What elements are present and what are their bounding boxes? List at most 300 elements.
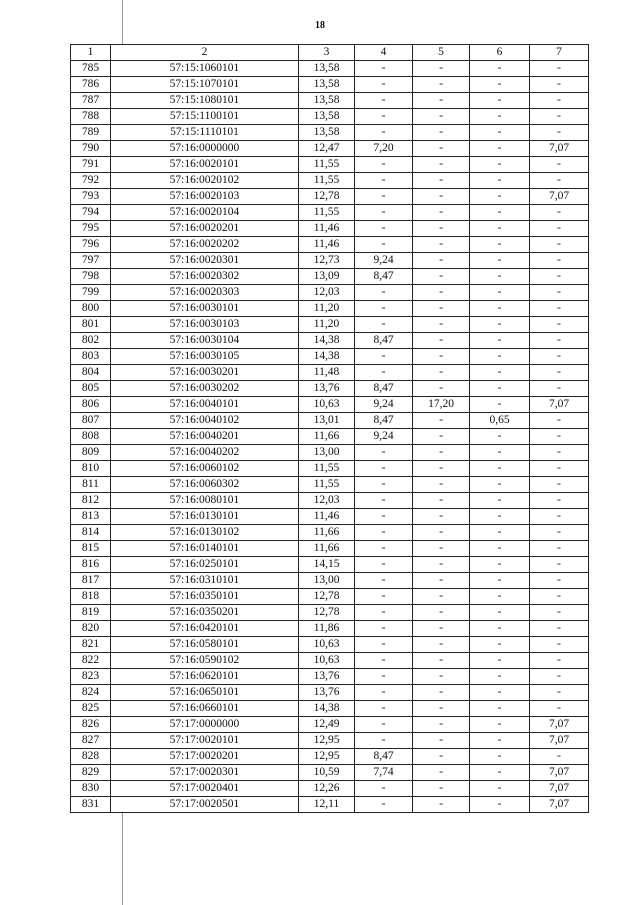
col7-cell: 7,07 xyxy=(530,189,589,205)
cadastral-code-cell: 57:16:0020202 xyxy=(111,237,299,253)
col7-cell: - xyxy=(530,269,589,285)
col6-cell: - xyxy=(470,605,530,621)
col4-cell: - xyxy=(355,301,413,317)
table-row xyxy=(71,749,589,765)
value-cell: 12,95 xyxy=(299,733,355,749)
row-number-cell: 813 xyxy=(71,509,111,525)
col5-cell: - xyxy=(413,125,470,141)
cadastral-code-cell: 57:15:1060101 xyxy=(111,61,299,77)
col6-cell: - xyxy=(470,445,530,461)
value-cell: 12,78 xyxy=(299,189,355,205)
cadastral-code-cell: 57:15:1100101 xyxy=(111,109,299,125)
header-row xyxy=(71,45,589,61)
col4-cell: - xyxy=(355,669,413,685)
col6-cell: - xyxy=(470,141,530,157)
col5-cell: - xyxy=(413,509,470,525)
col6-cell: - xyxy=(470,781,530,797)
col4-cell: - xyxy=(355,797,413,813)
table-row xyxy=(71,637,589,653)
cadastral-code-cell: 57:17:0020501 xyxy=(111,797,299,813)
col7-cell: - xyxy=(530,509,589,525)
col7-cell: - xyxy=(530,317,589,333)
row-number-cell: 797 xyxy=(71,253,111,269)
col6-cell: - xyxy=(470,221,530,237)
cadastral-code-cell: 57:16:0250101 xyxy=(111,557,299,573)
col5-cell: - xyxy=(413,461,470,477)
col6-cell: - xyxy=(470,733,530,749)
row-number-cell: 817 xyxy=(71,573,111,589)
col4-cell: - xyxy=(355,653,413,669)
col5-cell: - xyxy=(413,637,470,653)
value-cell: 12,73 xyxy=(299,253,355,269)
cadastral-code-cell: 57:16:0620101 xyxy=(111,669,299,685)
col7-cell: 7,07 xyxy=(530,397,589,413)
col6-cell: - xyxy=(470,669,530,685)
col5-cell: - xyxy=(413,445,470,461)
value-cell: 11,20 xyxy=(299,317,355,333)
row-number-cell: 786 xyxy=(71,77,111,93)
col7-cell: - xyxy=(530,621,589,637)
value-cell: 13,58 xyxy=(299,125,355,141)
col6-cell: - xyxy=(470,237,530,253)
table-row xyxy=(71,381,589,397)
col6-cell: - xyxy=(470,349,530,365)
col5-cell: - xyxy=(413,557,470,573)
table-body xyxy=(71,61,589,813)
col7-cell: - xyxy=(530,429,589,445)
cadastral-code-cell: 57:16:0020103 xyxy=(111,189,299,205)
col4-cell: - xyxy=(355,493,413,509)
row-number-cell: 801 xyxy=(71,317,111,333)
col6-cell: - xyxy=(470,253,530,269)
col6-cell: - xyxy=(470,173,530,189)
col6-cell: - xyxy=(470,701,530,717)
col4-cell: - xyxy=(355,589,413,605)
row-number-cell: 795 xyxy=(71,221,111,237)
col4-cell: 9,24 xyxy=(355,253,413,269)
col4-cell: - xyxy=(355,285,413,301)
col6-cell: - xyxy=(470,429,530,445)
col7-cell: - xyxy=(530,541,589,557)
col6-cell: - xyxy=(470,189,530,205)
cadastral-code-cell: 57:16:0020104 xyxy=(111,205,299,221)
col6-cell: - xyxy=(470,77,530,93)
row-number-cell: 804 xyxy=(71,365,111,381)
col4-cell: - xyxy=(355,557,413,573)
table-row xyxy=(71,701,589,717)
col5-cell: - xyxy=(413,685,470,701)
cadastral-code-cell: 57:16:0650101 xyxy=(111,685,299,701)
col5-cell: - xyxy=(413,573,470,589)
col7-cell: - xyxy=(530,205,589,221)
table-row xyxy=(71,717,589,733)
row-number-cell: 798 xyxy=(71,269,111,285)
row-number-cell: 822 xyxy=(71,653,111,669)
column-header: 1 xyxy=(71,45,111,61)
row-number-cell: 825 xyxy=(71,701,111,717)
col6-cell: - xyxy=(470,477,530,493)
col6-cell: - xyxy=(470,573,530,589)
col6-cell: - xyxy=(470,621,530,637)
col6-cell: - xyxy=(470,797,530,813)
value-cell: 12,78 xyxy=(299,605,355,621)
col4-cell: - xyxy=(355,461,413,477)
col4-cell: 8,47 xyxy=(355,269,413,285)
row-number-cell: 788 xyxy=(71,109,111,125)
col5-cell: - xyxy=(413,317,470,333)
table-row xyxy=(71,317,589,333)
col5-cell: - xyxy=(413,173,470,189)
col7-cell: - xyxy=(530,493,589,509)
row-number-cell: 828 xyxy=(71,749,111,765)
column-header: 6 xyxy=(470,45,530,61)
table-row xyxy=(71,237,589,253)
row-number-cell: 810 xyxy=(71,461,111,477)
row-number-cell: 816 xyxy=(71,557,111,573)
cadastral-code-cell: 57:16:0020101 xyxy=(111,157,299,173)
cadastral-code-cell: 57:16:0310101 xyxy=(111,573,299,589)
cadastral-code-cell: 57:16:0020102 xyxy=(111,173,299,189)
row-number-cell: 821 xyxy=(71,637,111,653)
col5-cell: - xyxy=(413,301,470,317)
col4-cell: - xyxy=(355,189,413,205)
table-row xyxy=(71,109,589,125)
table-row xyxy=(71,173,589,189)
col4-cell: - xyxy=(355,77,413,93)
table-row xyxy=(71,765,589,781)
cadastral-code-cell: 57:16:0140101 xyxy=(111,541,299,557)
col6-cell: - xyxy=(470,541,530,557)
value-cell: 12,95 xyxy=(299,749,355,765)
col4-cell: - xyxy=(355,157,413,173)
col7-cell: - xyxy=(530,349,589,365)
col7-cell: - xyxy=(530,109,589,125)
col4-cell: - xyxy=(355,205,413,221)
col5-cell: - xyxy=(413,413,470,429)
row-number-cell: 827 xyxy=(71,733,111,749)
value-cell: 11,66 xyxy=(299,541,355,557)
column-header: 2 xyxy=(111,45,299,61)
value-cell: 11,55 xyxy=(299,205,355,221)
col5-cell: - xyxy=(413,157,470,173)
cadastral-code-cell: 57:16:0040101 xyxy=(111,397,299,413)
data-table xyxy=(70,44,589,813)
table-row xyxy=(71,541,589,557)
row-number-cell: 829 xyxy=(71,765,111,781)
cadastral-code-cell: 57:15:1110101 xyxy=(111,125,299,141)
col7-cell: - xyxy=(530,525,589,541)
row-number-cell: 792 xyxy=(71,173,111,189)
table-row xyxy=(71,797,589,813)
col5-cell: - xyxy=(413,349,470,365)
col4-cell: - xyxy=(355,509,413,525)
row-number-cell: 793 xyxy=(71,189,111,205)
col7-cell: - xyxy=(530,285,589,301)
col7-cell: 7,07 xyxy=(530,765,589,781)
col5-cell: - xyxy=(413,669,470,685)
col4-cell: - xyxy=(355,541,413,557)
table-row xyxy=(71,413,589,429)
col4-cell: - xyxy=(355,93,413,109)
value-cell: 11,55 xyxy=(299,173,355,189)
cadastral-code-cell: 57:16:0030105 xyxy=(111,349,299,365)
col4-cell: - xyxy=(355,781,413,797)
col7-cell: - xyxy=(530,253,589,269)
cadastral-code-cell: 57:16:0040102 xyxy=(111,413,299,429)
column-header: 4 xyxy=(355,45,413,61)
col7-cell: - xyxy=(530,413,589,429)
col5-cell: - xyxy=(413,77,470,93)
col7-cell: - xyxy=(530,461,589,477)
col7-cell: - xyxy=(530,173,589,189)
table-row xyxy=(71,733,589,749)
cadastral-code-cell: 57:16:0020301 xyxy=(111,253,299,269)
col5-cell: - xyxy=(413,429,470,445)
col7-cell: - xyxy=(530,701,589,717)
col7-cell: - xyxy=(530,477,589,493)
value-cell: 13,00 xyxy=(299,573,355,589)
col4-cell: - xyxy=(355,621,413,637)
col5-cell: - xyxy=(413,333,470,349)
col6-cell: - xyxy=(470,125,530,141)
value-cell: 14,38 xyxy=(299,701,355,717)
table-row xyxy=(71,333,589,349)
col7-cell: - xyxy=(530,589,589,605)
col6-cell: - xyxy=(470,557,530,573)
value-cell: 11,48 xyxy=(299,365,355,381)
cadastral-code-cell: 57:17:0020401 xyxy=(111,781,299,797)
col4-cell: - xyxy=(355,525,413,541)
row-number-cell: 789 xyxy=(71,125,111,141)
cadastral-code-cell: 57:15:1080101 xyxy=(111,93,299,109)
col4-cell: 9,24 xyxy=(355,429,413,445)
value-cell: 13,00 xyxy=(299,445,355,461)
col7-cell: - xyxy=(530,749,589,765)
col5-cell: - xyxy=(413,141,470,157)
col7-cell: 7,07 xyxy=(530,781,589,797)
page-number: 18 xyxy=(315,20,325,31)
value-cell: 10,63 xyxy=(299,397,355,413)
row-number-cell: 803 xyxy=(71,349,111,365)
col4-cell: - xyxy=(355,365,413,381)
col5-cell: - xyxy=(413,541,470,557)
col5-cell: - xyxy=(413,365,470,381)
col4-cell: - xyxy=(355,237,413,253)
table-row xyxy=(71,285,589,301)
table-row xyxy=(71,525,589,541)
row-number-cell: 802 xyxy=(71,333,111,349)
table-row xyxy=(71,349,589,365)
value-cell: 13,58 xyxy=(299,61,355,77)
col7-cell: - xyxy=(530,653,589,669)
value-cell: 13,76 xyxy=(299,669,355,685)
col6-cell: - xyxy=(470,365,530,381)
value-cell: 13,01 xyxy=(299,413,355,429)
table-row xyxy=(71,365,589,381)
col5-cell: - xyxy=(413,749,470,765)
col6-cell: - xyxy=(470,157,530,173)
col5-cell: - xyxy=(413,525,470,541)
row-number-cell: 796 xyxy=(71,237,111,253)
value-cell: 11,55 xyxy=(299,461,355,477)
cadastral-code-cell: 57:16:0660101 xyxy=(111,701,299,717)
col4-cell: - xyxy=(355,61,413,77)
table-row xyxy=(71,685,589,701)
col7-cell: - xyxy=(530,333,589,349)
col5-cell: - xyxy=(413,477,470,493)
col4-cell: - xyxy=(355,349,413,365)
value-cell: 13,58 xyxy=(299,77,355,93)
col5-cell: - xyxy=(413,605,470,621)
value-cell: 11,55 xyxy=(299,157,355,173)
value-cell: 10,59 xyxy=(299,765,355,781)
cadastral-code-cell: 57:16:0000000 xyxy=(111,141,299,157)
cadastral-code-cell: 57:16:0350201 xyxy=(111,605,299,621)
row-number-cell: 791 xyxy=(71,157,111,173)
col7-cell: - xyxy=(530,605,589,621)
col4-cell: - xyxy=(355,173,413,189)
row-number-cell: 799 xyxy=(71,285,111,301)
col6-cell: - xyxy=(470,461,530,477)
table-row xyxy=(71,61,589,77)
table-row xyxy=(71,493,589,509)
col7-cell: 7,07 xyxy=(530,717,589,733)
cadastral-code-cell: 57:16:0040201 xyxy=(111,429,299,445)
col4-cell: - xyxy=(355,605,413,621)
table-row xyxy=(71,253,589,269)
col5-cell: - xyxy=(413,589,470,605)
col7-cell: - xyxy=(530,573,589,589)
row-number-cell: 814 xyxy=(71,525,111,541)
col6-cell: - xyxy=(470,509,530,525)
col7-cell: - xyxy=(530,301,589,317)
row-number-cell: 785 xyxy=(71,61,111,77)
table-row xyxy=(71,573,589,589)
cadastral-code-cell: 57:16:0020302 xyxy=(111,269,299,285)
row-number-cell: 811 xyxy=(71,477,111,493)
cadastral-code-cell: 57:16:0030101 xyxy=(111,301,299,317)
row-number-cell: 818 xyxy=(71,589,111,605)
col5-cell: - xyxy=(413,493,470,509)
cadastral-code-cell: 57:16:0590102 xyxy=(111,653,299,669)
col4-cell: 9,24 xyxy=(355,397,413,413)
col7-cell: - xyxy=(530,93,589,109)
table-row xyxy=(71,477,589,493)
value-cell: 13,58 xyxy=(299,109,355,125)
value-cell: 10,63 xyxy=(299,637,355,653)
col5-cell: - xyxy=(413,797,470,813)
col7-cell: - xyxy=(530,157,589,173)
col7-cell: - xyxy=(530,237,589,253)
value-cell: 11,66 xyxy=(299,429,355,445)
table-row xyxy=(71,397,589,413)
table-row xyxy=(71,141,589,157)
col4-cell: - xyxy=(355,733,413,749)
col4-cell: 8,47 xyxy=(355,381,413,397)
col6-cell: - xyxy=(470,589,530,605)
col4-cell: - xyxy=(355,221,413,237)
row-number-cell: 826 xyxy=(71,717,111,733)
col4-cell: - xyxy=(355,637,413,653)
row-number-cell: 831 xyxy=(71,797,111,813)
col6-cell: - xyxy=(470,317,530,333)
table-row xyxy=(71,269,589,285)
table-row xyxy=(71,301,589,317)
col4-cell: 8,47 xyxy=(355,749,413,765)
col6-cell: - xyxy=(470,381,530,397)
col5-cell: - xyxy=(413,621,470,637)
table-row xyxy=(71,621,589,637)
col7-cell: - xyxy=(530,445,589,461)
table-row xyxy=(71,509,589,525)
table-row xyxy=(71,653,589,669)
value-cell: 12,03 xyxy=(299,285,355,301)
col7-cell: - xyxy=(530,381,589,397)
table-row xyxy=(71,445,589,461)
row-number-cell: 808 xyxy=(71,429,111,445)
col5-cell: - xyxy=(413,93,470,109)
col7-cell: - xyxy=(530,637,589,653)
cadastral-code-cell: 57:16:0030202 xyxy=(111,381,299,397)
col6-cell: - xyxy=(470,333,530,349)
col5-cell: - xyxy=(413,189,470,205)
col6-cell: - xyxy=(470,717,530,733)
col4-cell: - xyxy=(355,109,413,125)
col7-cell: - xyxy=(530,685,589,701)
table-row xyxy=(71,221,589,237)
col4-cell: - xyxy=(355,477,413,493)
col6-cell: - xyxy=(470,765,530,781)
row-number-cell: 823 xyxy=(71,669,111,685)
col5-cell: - xyxy=(413,781,470,797)
value-cell: 10,63 xyxy=(299,653,355,669)
col6-cell: - xyxy=(470,285,530,301)
row-number-cell: 787 xyxy=(71,93,111,109)
cadastral-code-cell: 57:16:0040202 xyxy=(111,445,299,461)
col4-cell: - xyxy=(355,701,413,717)
col7-cell: - xyxy=(530,77,589,93)
col4-cell: - xyxy=(355,717,413,733)
value-cell: 11,46 xyxy=(299,221,355,237)
col6-cell: - xyxy=(470,301,530,317)
cadastral-code-cell: 57:16:0030103 xyxy=(111,317,299,333)
table-row xyxy=(71,781,589,797)
col6-cell: - xyxy=(470,205,530,221)
table-row xyxy=(71,205,589,221)
column-header: 3 xyxy=(299,45,355,61)
table-row xyxy=(71,589,589,605)
value-cell: 12,11 xyxy=(299,797,355,813)
col6-cell: - xyxy=(470,637,530,653)
col7-cell: 7,07 xyxy=(530,733,589,749)
row-number-cell: 830 xyxy=(71,781,111,797)
value-cell: 11,55 xyxy=(299,477,355,493)
col4-cell: 7,20 xyxy=(355,141,413,157)
col6-cell: - xyxy=(470,269,530,285)
col6-cell: - xyxy=(470,653,530,669)
col6-cell: 0,65 xyxy=(470,413,530,429)
row-number-cell: 807 xyxy=(71,413,111,429)
column-header: 7 xyxy=(530,45,589,61)
col5-cell: - xyxy=(413,765,470,781)
table-row xyxy=(71,189,589,205)
value-cell: 12,78 xyxy=(299,589,355,605)
cadastral-code-cell: 57:16:0030201 xyxy=(111,365,299,381)
col7-cell: - xyxy=(530,669,589,685)
row-number-cell: 820 xyxy=(71,621,111,637)
col4-cell: 7,74 xyxy=(355,765,413,781)
row-number-cell: 794 xyxy=(71,205,111,221)
